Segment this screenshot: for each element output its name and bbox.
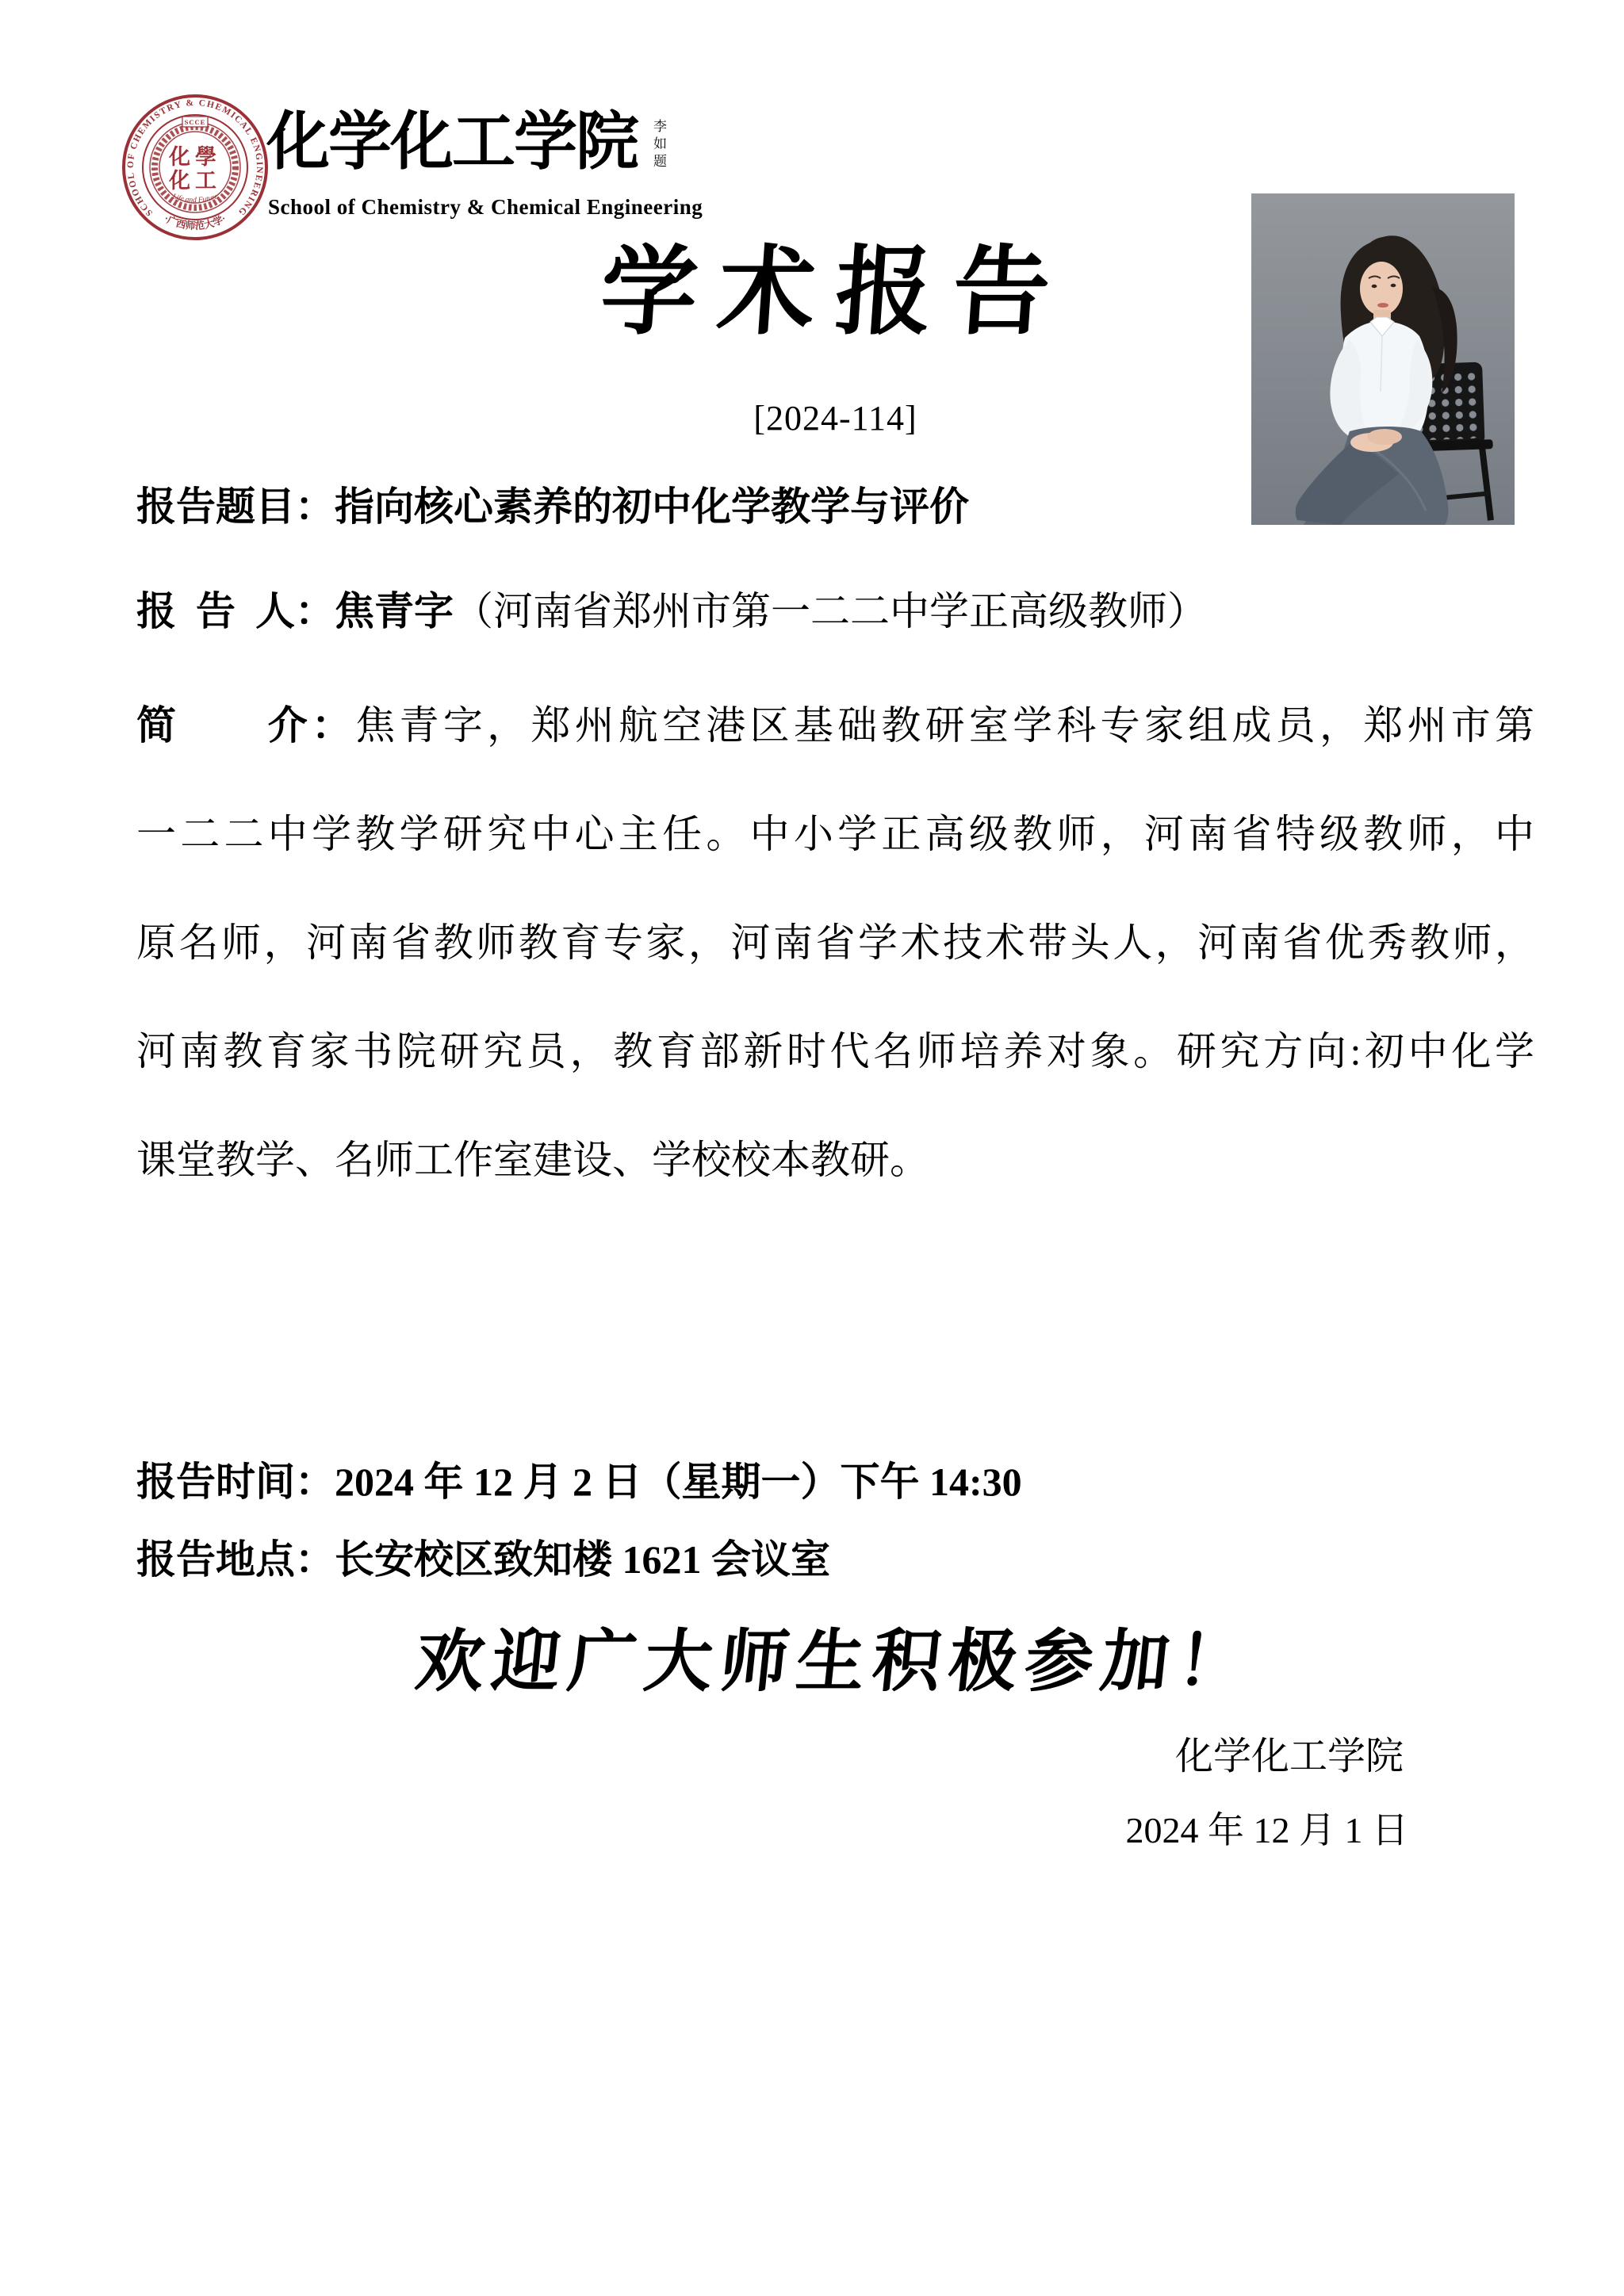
seal-scce-label: SCCE	[184, 118, 206, 126]
speaker-row	[136, 587, 1534, 636]
bio-text: 焦青字，郑州航空港区基础教研室学科专家组成员，郑州市第	[355, 703, 1535, 748]
bio-line	[136, 701, 1534, 750]
topic-label: 报告题目：	[136, 484, 335, 529]
topic-row	[136, 482, 1534, 531]
venue-value: 长安校区致知楼 1621 会议室	[335, 1537, 830, 1582]
seal-ring-text: SCHOOL OF CHEMISTRY & CHEMICAL ENGINEERING	[125, 98, 265, 218]
bio-line: 课堂教学、名师工作室建设、学校校本教研。	[136, 1138, 929, 1182]
speaker-name: 焦青字	[335, 589, 454, 633]
seal-center-chars-top: 化學	[169, 145, 221, 169]
college-name-english: School of Chemistry & Chemical Engineering	[268, 195, 703, 219]
time-label: 报告时间：	[136, 1460, 335, 1504]
college-seal-logo	[119, 91, 271, 243]
page-title: 学术报告	[596, 239, 1074, 346]
speaker-affiliation: （河南省郑州市第一二二中学正高级教师）	[454, 589, 1207, 633]
venue-row	[136, 1535, 1534, 1584]
bio-line: 原名师，河南省教师教育专家，河南省学术技术带头人，河南省优秀教师，	[136, 920, 1534, 965]
calligrapher-inscription: 李如题	[651, 119, 666, 171]
seal-university-text: ·广西师范大学·	[162, 212, 228, 232]
bio-label: 简 介：	[136, 703, 356, 748]
college-name-calligraphy: 化学化工学院	[266, 108, 638, 178]
seal-motto: Life and Future	[171, 193, 219, 205]
footer-date: 2024 年 12 月 1 日	[1125, 1810, 1408, 1850]
footer-organization: 化学化工学院	[1174, 1735, 1404, 1777]
bio-line: 河南教育家书院研究员，教育部新时代名师培养对象。研究方向:初中化学	[136, 1029, 1534, 1073]
seal-center-chars-bottom: 化工	[169, 169, 221, 193]
time-value: 2024 年 12 月 2 日（星期一）下午 14:30	[335, 1460, 1022, 1504]
topic-text: 指向核心素养的初中化学教学与评价	[335, 484, 969, 529]
welcome-calligraphy: 欢迎广大师生积极参加！	[412, 1624, 1258, 1700]
time-row	[136, 1457, 1534, 1506]
venue-label: 报告地点：	[136, 1537, 335, 1582]
report-serial-number: [2024-114]	[753, 399, 917, 438]
speaker-label: 报 告 人：	[136, 589, 335, 633]
bio-line: 一二二中学教学研究中心主任。中小学正高级教师，河南省特级教师，中	[136, 812, 1534, 856]
